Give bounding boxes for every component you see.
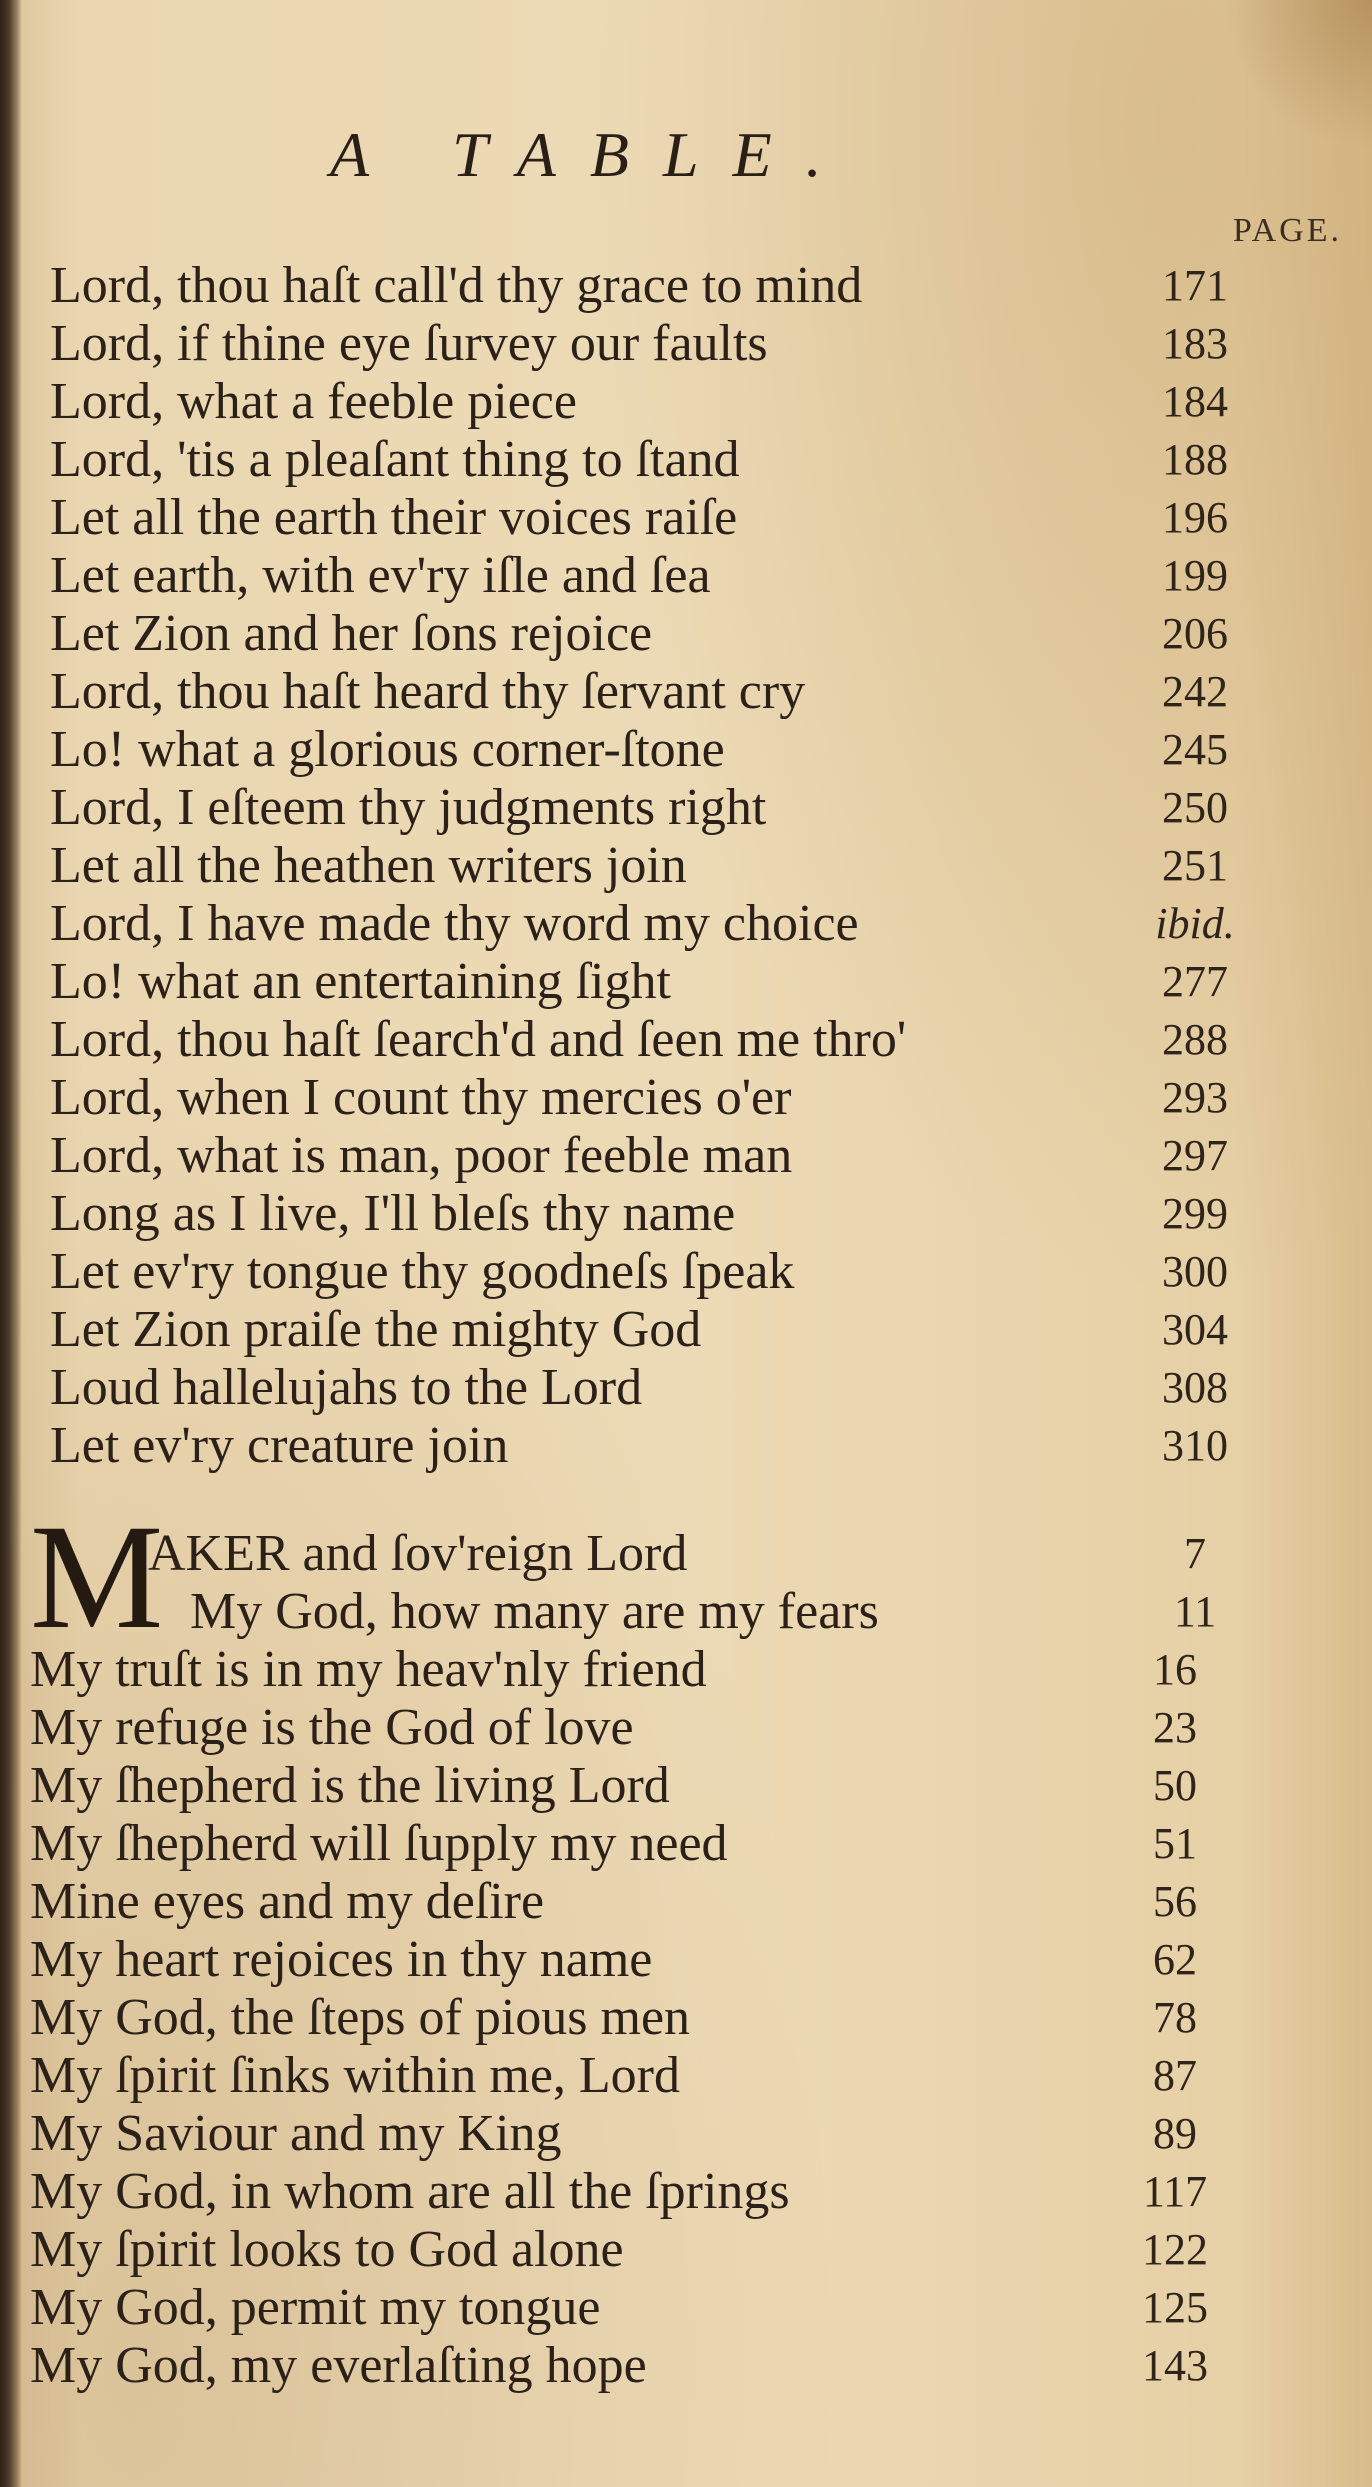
first-line: Lord, when I count thy mercies o'er [50, 1069, 792, 1126]
first-line: Lord, what is man, poor feeble man [50, 1127, 793, 1184]
table-row [50, 836, 1232, 896]
table-row [50, 314, 1232, 374]
first-line: My truſt is in my heav'nly friend [30, 1641, 707, 1698]
table-row [50, 720, 1232, 780]
table-row [50, 778, 1232, 838]
first-line: Lord, I have made thy word my choice [50, 895, 859, 952]
table-row [30, 1988, 1232, 2048]
page-number: 87 [1153, 2051, 1197, 2100]
first-line: Lord, thou haſt ſearch'd and ſeen me thro' [50, 1011, 907, 1068]
page-number: 251 [1162, 841, 1228, 890]
table-row [50, 1010, 1232, 1070]
first-line: My ſpirit ſinks within me, Lord [30, 2047, 680, 2104]
table-row [50, 430, 1232, 490]
first-line: Long as I live, I'll bleſs thy name [50, 1185, 736, 1242]
page-number: 56 [1153, 1877, 1197, 1926]
page-number: 299 [1162, 1189, 1228, 1238]
first-line: Let Zion praiſe the mighty God [50, 1301, 702, 1358]
first-line: Let ev'ry creature join [50, 1417, 509, 1474]
table-row [50, 546, 1232, 606]
page-number: 50 [1153, 1761, 1197, 1810]
first-line: Lo! what an entertaining ſight [50, 953, 671, 1010]
table-row [50, 1242, 1232, 1302]
page-number: 78 [1153, 1993, 1197, 2042]
page-number: 308 [1162, 1363, 1228, 1412]
page-number: 250 [1162, 783, 1228, 832]
first-line: My refuge is the God of love [30, 1699, 634, 1756]
first-line: My God, permit my tongue [30, 2279, 601, 2336]
first-line: Loud hallelujahs to the Lord [50, 1359, 643, 1416]
table-row [50, 1068, 1232, 1128]
first-line: My ſhepherd is the living Lord [30, 1757, 670, 1814]
page-number: 125 [1142, 2283, 1208, 2332]
table-row [50, 1416, 1232, 1476]
table-row [50, 604, 1232, 664]
page-number: 171 [1162, 261, 1228, 310]
page-number: 122 [1142, 2225, 1208, 2274]
table-row [50, 894, 1235, 954]
page-number: 199 [1162, 551, 1228, 600]
table-row [30, 1640, 1232, 1700]
table-row [50, 952, 1232, 1012]
table-row [30, 2104, 1232, 2164]
first-line: Lord, thou haſt call'd thy grace to mind [50, 257, 863, 314]
first-line: Let earth, with ev'ry iſle and ſea [50, 547, 711, 604]
page-number: 245 [1162, 725, 1228, 774]
page-number: 206 [1162, 609, 1228, 658]
first-line: My God, my everlaſting hope [30, 2337, 647, 2394]
first-line: Let Zion and her ſons rejoice [50, 605, 653, 662]
page-number: 297 [1162, 1131, 1228, 1180]
table-row [50, 662, 1232, 722]
first-line: Lord, if thine eye ſurvey our faults [50, 315, 768, 372]
first-line: My God, the ſteps of pious men [30, 1989, 691, 2046]
page-number: 62 [1153, 1935, 1197, 1984]
first-line: Let ev'ry tongue thy goodneſs ſpeak [50, 1243, 795, 1300]
first-line: My God, how many are my fears [190, 1583, 879, 1640]
page-number: 23 [1153, 1703, 1197, 1752]
table-row [50, 488, 1232, 548]
drop-cap-letter: M [30, 1494, 164, 1660]
page-number: 242 [1162, 667, 1228, 716]
table-row [30, 2336, 1232, 2396]
page-column-label: PAGE. [1232, 212, 1342, 249]
page-number: 300 [1162, 1247, 1228, 1296]
first-line: My ſhepherd will ſupply my need [30, 1815, 728, 1872]
first-line: Lord, I eſteem thy judgments right [50, 779, 767, 836]
page-number: 117 [1142, 2167, 1208, 2216]
page-number: 188 [1162, 435, 1228, 484]
table-row [30, 1814, 1232, 1874]
table-row [50, 1358, 1232, 1418]
table-row [30, 2162, 1232, 2222]
page-number: 184 [1162, 377, 1228, 426]
page-number: 11 [1173, 1587, 1217, 1636]
page-number: 7 [1184, 1529, 1206, 1578]
first-line: Mine eyes and my deſire [30, 1873, 545, 1930]
first-line: Let all the heathen writers join [50, 837, 687, 894]
first-line: Lo! what a glorious corner-ſtone [50, 721, 725, 778]
page-number: 51 [1153, 1819, 1197, 1868]
page-stain [1222, 0, 1372, 150]
page-number: 277 [1162, 957, 1228, 1006]
table-row [30, 2046, 1232, 2106]
first-line: My ſpirit looks to God alone [30, 2221, 624, 2278]
table-row [30, 1872, 1232, 1932]
page-number: 310 [1162, 1421, 1228, 1470]
table-row [30, 1930, 1232, 1990]
page-number: 143 [1142, 2341, 1208, 2390]
table-row [50, 1126, 1232, 1186]
page-number: 89 [1153, 2109, 1197, 2158]
page-number: 304 [1162, 1305, 1228, 1354]
table-row [30, 2220, 1232, 2280]
first-line: My heart rejoices in thy name [30, 1931, 653, 1988]
first-line: Lord, what a feeble piece [50, 373, 577, 430]
page-number: ibid. [1155, 899, 1235, 948]
binding-gutter [0, 0, 22, 2487]
table-row [50, 1184, 1232, 1244]
table-row [30, 1756, 1232, 1816]
page-number: 183 [1162, 319, 1228, 368]
page-title: A TABLE. [330, 119, 856, 190]
table-row [190, 1582, 1232, 1642]
table-row [30, 1698, 1232, 1758]
first-line: My God, in whom are all the ſprings [30, 2163, 790, 2220]
first-line: Let all the earth their voices raiſe [50, 489, 738, 546]
page-number: 196 [1162, 493, 1228, 542]
table-row [30, 2278, 1232, 2338]
table-row [148, 1524, 1232, 1584]
first-line: AKER and ſov'reign Lord [148, 1525, 688, 1582]
first-line: My Saviour and my King [30, 2105, 562, 2162]
page-number: 288 [1162, 1015, 1228, 1064]
first-line: Lord, thou haſt heard thy ſervant cry [50, 663, 806, 720]
table-row [50, 372, 1232, 432]
table-row [50, 256, 1232, 316]
table-row [50, 1300, 1232, 1360]
first-line: Lord, 'tis a pleaſant thing to ſtand [50, 431, 740, 488]
page-number: 16 [1153, 1645, 1197, 1694]
page-number: 293 [1162, 1073, 1228, 1122]
